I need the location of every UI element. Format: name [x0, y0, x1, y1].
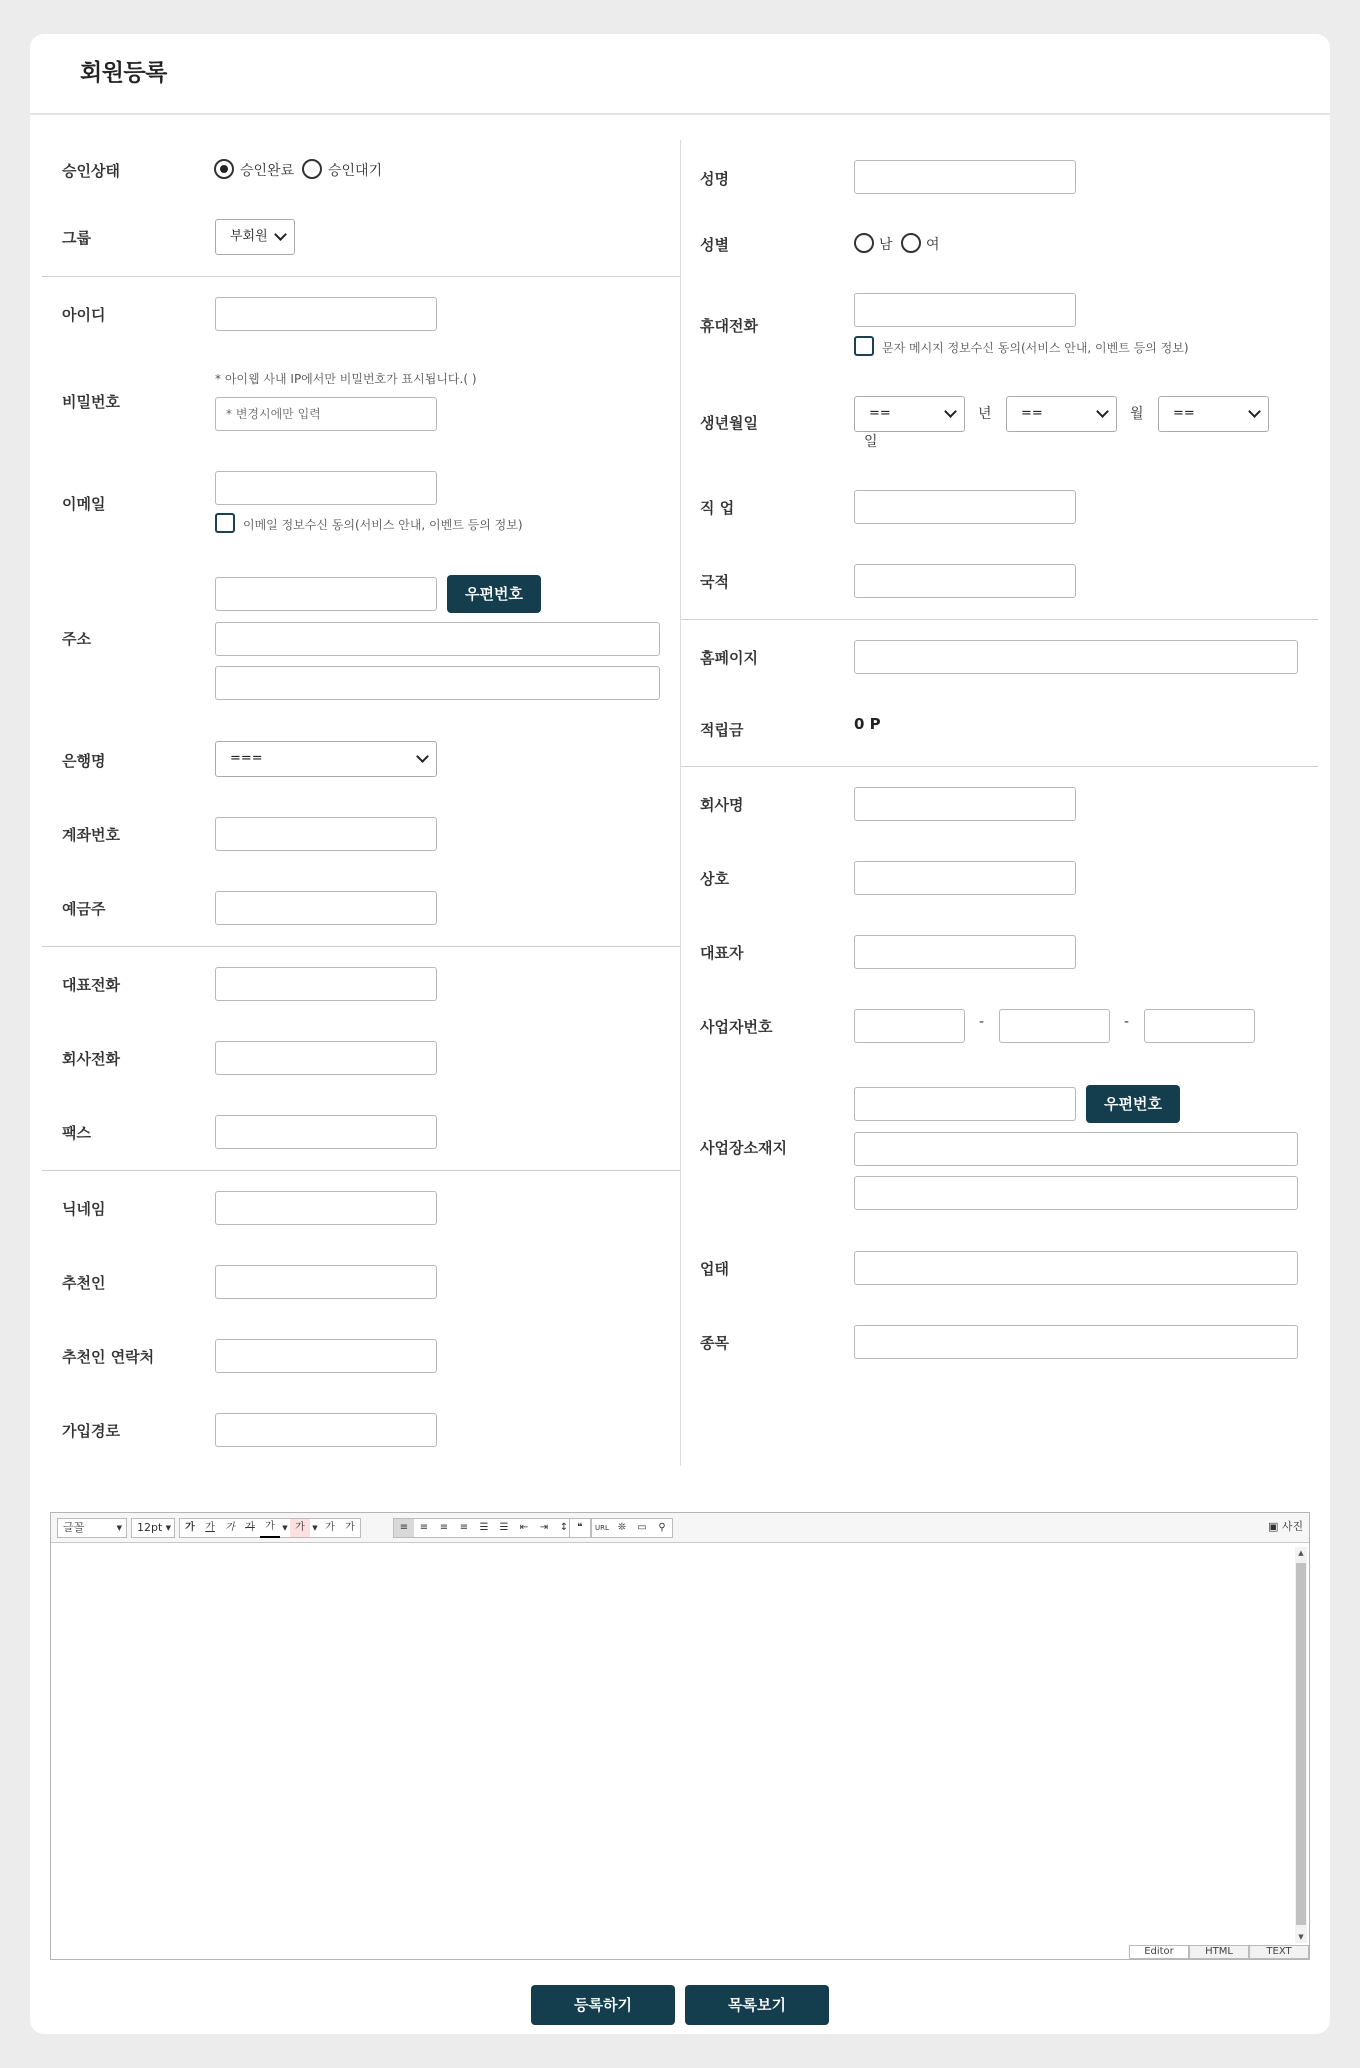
account-input[interactable] — [215, 817, 437, 851]
section-divider — [681, 766, 1318, 767]
birth-month-value: == — [1021, 406, 1043, 421]
account-label: 계좌번호 — [62, 826, 120, 844]
editor-scrollbar[interactable] — [1295, 1547, 1307, 1943]
column-divider — [680, 140, 681, 1466]
group-select-value: 부회원 — [230, 229, 268, 244]
bank-select-value: === — [230, 751, 263, 766]
bank-label: 은행명 — [62, 752, 106, 770]
birth-day-value: == — [1173, 406, 1195, 421]
section-divider — [42, 1170, 680, 1171]
quote-group — [569, 1518, 591, 1538]
referrer-contact-input[interactable] — [215, 1339, 437, 1373]
nationality-label: 국적 — [700, 573, 729, 591]
approval-label: 승인상태 — [62, 162, 120, 180]
referrer-label: 추천인 — [62, 1274, 106, 1292]
section-divider — [42, 946, 680, 947]
underline-icon[interactable]: 가 — [205, 1522, 215, 1533]
name-label: 성명 — [700, 170, 729, 188]
align-left-icon[interactable]: ≡ — [394, 1519, 414, 1537]
userid-input[interactable] — [215, 297, 437, 331]
nickname-input[interactable] — [215, 1191, 437, 1225]
address-label: 주소 — [62, 630, 91, 648]
chevron-down-icon: ▼ — [116, 1524, 122, 1532]
birth-year-unit: 년 — [978, 406, 992, 422]
mobile-label: 휴대전화 — [700, 317, 758, 335]
font-size-value: 12pt — [137, 1521, 163, 1534]
rich-text-editor — [50, 1512, 1310, 1960]
ceo-label: 대표자 — [700, 944, 744, 962]
approval-complete-radio[interactable] — [214, 159, 234, 179]
sms-consent-label: 문자 메시지 정보수신 동의(서비스 안내, 이벤트 등의 정보) — [882, 341, 1189, 355]
biz-type-input[interactable] — [854, 1251, 1298, 1285]
password-notice: * 아이웹 사내 IP에서만 비밀번호가 표시됩니다.( ) — [215, 372, 477, 386]
biz-address-line1-input[interactable] — [854, 1132, 1298, 1166]
holder-input[interactable] — [215, 891, 437, 925]
gender-female-radio[interactable] — [901, 233, 921, 253]
points-label: 적립금 — [700, 721, 744, 739]
ceo-input[interactable] — [854, 935, 1076, 969]
join-path-label: 가입경로 — [62, 1422, 120, 1440]
editor-mode-tabs — [1129, 1945, 1309, 1959]
find-icon[interactable]: ⚲ — [658, 1522, 666, 1533]
chevron-down-icon[interactable]: ▼ — [282, 1524, 288, 1532]
company-name-label: 회사명 — [700, 796, 744, 814]
gender-label: 성별 — [700, 236, 729, 254]
scroll-up-icon[interactable]: ▲ — [1298, 1549, 1304, 1557]
mobile-input[interactable] — [854, 293, 1076, 327]
superscript-icon[interactable]: 가 — [325, 1522, 335, 1533]
biz-type-label: 업태 — [700, 1260, 729, 1278]
camera-icon: ▣ — [1268, 1520, 1279, 1533]
chevron-down-icon: ▼ — [165, 1524, 171, 1532]
trade-name-input[interactable] — [854, 861, 1076, 895]
font-family-value: 글꼴 — [63, 1521, 85, 1534]
biz-number-dash: - — [1124, 1014, 1130, 1030]
gender-male-radio[interactable] — [854, 233, 874, 253]
biz-number-part1-input[interactable] — [854, 1009, 965, 1043]
biz-number-part3-input[interactable] — [1144, 1009, 1255, 1043]
group-label: 그룹 — [62, 229, 91, 247]
strikethrough-icon[interactable]: 가 — [245, 1522, 255, 1533]
member-form-card — [30, 34, 1330, 2034]
bank-select[interactable] — [215, 741, 437, 777]
title-divider — [30, 113, 1330, 115]
biz-zipcode-input[interactable] — [854, 1087, 1076, 1121]
birth-day-select[interactable] — [1158, 396, 1269, 432]
section-divider — [42, 276, 680, 277]
subscript-icon[interactable]: 가 — [345, 1522, 355, 1533]
birth-year-value: == — [869, 406, 891, 421]
company-phone-input[interactable] — [215, 1041, 437, 1075]
submit-button[interactable]: 등록하기 — [531, 1985, 675, 2025]
job-label: 직 업 — [700, 499, 735, 517]
nationality-input[interactable] — [854, 564, 1076, 598]
email-input[interactable] — [215, 471, 437, 505]
page-title: 회원등록 — [80, 60, 167, 86]
zipcode-button[interactable]: 우편번호 — [447, 575, 541, 613]
chevron-down-icon — [944, 405, 957, 418]
biz-number-dash: - — [979, 1014, 985, 1030]
join-path-input[interactable] — [215, 1413, 437, 1447]
list-button[interactable]: 목록보기 — [685, 1985, 829, 2025]
photo-button[interactable] — [1263, 1518, 1305, 1538]
address-line2-input[interactable] — [215, 666, 660, 700]
userid-label: 아이디 — [62, 306, 106, 324]
biz-item-label: 종목 — [700, 1334, 729, 1352]
name-input[interactable] — [854, 160, 1076, 194]
biz-number-label: 사업자번호 — [700, 1018, 773, 1036]
scroll-down-icon[interactable]: ▼ — [1298, 1933, 1304, 1941]
editor-toolbar — [51, 1513, 1309, 1543]
nickname-label: 닉네임 — [62, 1200, 106, 1218]
approval-waiting-label: 승인대기 — [328, 163, 383, 179]
sms-consent-checkbox[interactable] — [854, 336, 874, 356]
group-select[interactable] — [215, 219, 295, 255]
tab-text[interactable]: TEXT — [1249, 1945, 1309, 1959]
scrollbar-thumb[interactable] — [1296, 1563, 1306, 1925]
insert-group — [591, 1518, 673, 1538]
chevron-down-icon — [274, 228, 287, 241]
referrer-contact-label: 추천인 연락처 — [62, 1348, 155, 1366]
password-input[interactable]: * 변경시에만 입력 — [215, 397, 437, 431]
biz-address-line2-input[interactable] — [854, 1176, 1298, 1210]
biz-item-input[interactable] — [854, 1325, 1298, 1359]
text-color-icon[interactable]: 가 — [260, 1518, 280, 1538]
main-phone-input[interactable] — [215, 967, 437, 1001]
link-icon[interactable]: URL — [595, 1524, 609, 1532]
birth-month-select[interactable] — [1006, 396, 1117, 432]
fax-input[interactable] — [215, 1115, 437, 1149]
chevron-down-icon — [1096, 405, 1109, 418]
line-height-icon[interactable]: ↕ — [559, 1522, 569, 1533]
paragraph-group — [393, 1518, 575, 1538]
email-consent-checkbox[interactable] — [215, 513, 235, 533]
approval-waiting-radio[interactable] — [302, 159, 322, 179]
outdent-icon[interactable]: ⇤ — [519, 1522, 529, 1533]
chevron-down-icon[interactable]: ▼ — [312, 1524, 318, 1532]
birth-year-select[interactable] — [854, 396, 965, 432]
table-icon[interactable]: ▭ — [637, 1522, 647, 1533]
referrer-input[interactable] — [215, 1265, 437, 1299]
birth-label: 생년월일 — [700, 414, 758, 432]
font-family-select[interactable] — [57, 1518, 127, 1538]
ordered-list-icon[interactable]: ☰ — [479, 1522, 489, 1533]
address-line1-input[interactable] — [215, 622, 660, 656]
bold-icon[interactable]: 가 — [185, 1522, 195, 1533]
email-consent-label: 이메일 정보수신 동의(서비스 안내, 이벤트 등의 정보) — [243, 518, 523, 532]
italic-icon[interactable]: 가 — [225, 1522, 235, 1533]
tab-html[interactable]: HTML — [1189, 1945, 1249, 1959]
chevron-down-icon — [416, 750, 429, 763]
unordered-list-icon[interactable]: ☰ — [499, 1522, 509, 1533]
trade-name-label: 상호 — [700, 870, 729, 888]
homepage-input[interactable] — [854, 640, 1298, 674]
align-right-icon[interactable]: ≡ — [439, 1522, 449, 1533]
main-phone-label: 대표전화 — [62, 976, 120, 994]
company-name-input[interactable] — [854, 787, 1076, 821]
chevron-down-icon — [1248, 405, 1261, 418]
password-label: 비밀번호 — [62, 393, 120, 411]
company-phone-label: 회사전화 — [62, 1050, 120, 1068]
birth-day-unit: 일 — [864, 434, 878, 450]
job-input[interactable] — [854, 490, 1076, 524]
indent-icon[interactable]: ⇥ — [539, 1522, 549, 1533]
approval-complete-label: 승인완료 — [240, 163, 295, 179]
text-format-group — [179, 1518, 361, 1538]
gender-female-label: 여 — [926, 237, 940, 253]
points-value: 0 P — [854, 715, 881, 733]
email-label: 이메일 — [62, 495, 106, 513]
zipcode-input[interactable] — [215, 577, 437, 611]
birth-month-unit: 월 — [1130, 406, 1144, 422]
biz-number-part2-input[interactable] — [999, 1009, 1110, 1043]
align-justify-icon[interactable]: ≡ — [459, 1522, 469, 1533]
tab-editor[interactable]: Editor — [1129, 1945, 1189, 1959]
holder-label: 예금주 — [62, 900, 106, 918]
section-divider — [681, 619, 1318, 620]
quote-icon[interactable]: ❝ — [577, 1522, 583, 1533]
highlight-icon[interactable]: 가 — [290, 1519, 310, 1537]
biz-zipcode-button[interactable]: 우편번호 — [1086, 1085, 1180, 1123]
gender-male-label: 남 — [879, 237, 893, 253]
homepage-label: 홈페이지 — [700, 649, 758, 667]
special-char-icon[interactable]: ❊ — [617, 1522, 627, 1533]
font-size-select[interactable] — [131, 1518, 175, 1538]
fax-label: 팩스 — [62, 1124, 91, 1142]
biz-address-label: 사업장소재지 — [700, 1139, 787, 1157]
photo-button-label: 사진 — [1281, 1520, 1304, 1533]
align-center-icon[interactable]: ≡ — [419, 1522, 429, 1533]
